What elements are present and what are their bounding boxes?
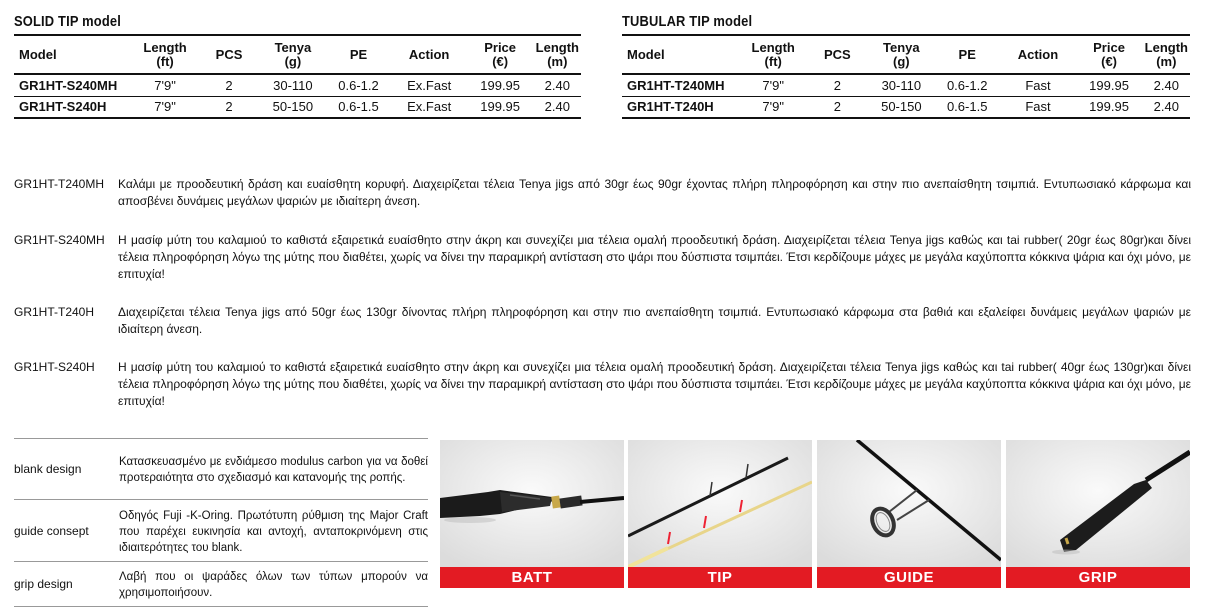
cell-length-m: 2.40: [1153, 99, 1179, 115]
cell-action: Fast: [1025, 99, 1051, 115]
photo-batt: [440, 440, 624, 588]
col-header-model: Model: [19, 46, 57, 62]
cell-action: Fast: [1025, 77, 1051, 93]
cell-pcs: 2: [833, 99, 841, 115]
photo-label: TIP: [628, 567, 812, 588]
description-model-code: GR1HT-T240MH: [14, 177, 105, 191]
description-item: [14, 359, 1191, 410]
cell-price: 199.95: [480, 99, 521, 115]
description-item: [14, 176, 1191, 210]
col-header-length-ft: Length (ft): [751, 39, 795, 69]
photo-label: GRIP: [1006, 567, 1190, 588]
description-model-code: GR1HT-S240MH: [14, 233, 105, 247]
cell-length-ft: 7'9": [762, 99, 784, 115]
description-item: [14, 304, 1191, 338]
col-header-model: Model: [627, 46, 665, 62]
tubular-tip-spec-block: [622, 10, 1190, 119]
table-row: [14, 74, 581, 96]
cell-tenya: 30-110: [273, 77, 313, 93]
cell-pe: 0.6-1.2: [946, 77, 988, 93]
col-header-length-m: Length (m): [535, 39, 579, 69]
table-header-row: [622, 35, 1190, 74]
feature-label: guide consept: [14, 523, 89, 538]
col-header-length-ft: Length (ft): [143, 39, 187, 69]
cell-model: GR1HT-T240MH: [627, 77, 725, 93]
cell-pcs: 2: [225, 77, 233, 93]
table-header-row: [14, 35, 581, 74]
photo-grip: [1006, 440, 1190, 588]
cell-price: 199.95: [1089, 99, 1129, 115]
cell-pcs: 2: [225, 99, 233, 115]
rod-tip-sections-photo-icon: [628, 440, 812, 567]
rod-guide-ring-photo-icon: [817, 440, 1001, 567]
col-header-pcs: PCS: [823, 46, 851, 62]
cell-model: GR1HT-T240H: [627, 99, 714, 115]
col-header-pe: PE: [958, 46, 976, 62]
description-text: Η μασίφ μύτη του καλαμιού το καθιστά εξαιρετικά ευαίσθητο στην άκρη και συνεχίζει μια τέλεια ομαλή προοδευτική δράση. Διαχειρίζεται τέλεια Tenya jigs καθώς και tai rubber( 40gr έως 130gr)και δίνει τέλεια πληροφόρηση λόγω της μύτης που διαθέτει, χωρίς να δίνει την παραμικρή αντίσταση στο ψάρι που δύσπιστα τσιμπάει. Έτσι κερδίζουμε μάχες με μεγάλα καχύποπτα κόκκινα ψάρια και όχι μόνο, με επιτυχία!: [118, 360, 1191, 408]
feature-text: Λαβή που οι ψαράδες όλων των τύπων μπορούν να χρησιμοποιήσουν.: [119, 571, 428, 599]
cell-length-ft: 7'9": [154, 99, 176, 115]
rod-butt-reel-seat-photo-icon: [440, 440, 624, 567]
cell-action: Ex.Fast: [407, 99, 452, 115]
cell-tenya: 50-150: [272, 99, 314, 115]
cell-length-m: 2.40: [544, 99, 570, 115]
col-header-pcs: PCS: [215, 46, 243, 62]
rod-photo-gallery: [440, 440, 1190, 588]
table-row: [14, 96, 581, 118]
photo-label: BATT: [440, 567, 624, 588]
col-header-price: Price (€): [1093, 39, 1125, 69]
feature-text: Οδηγός Fuji -K-Oring. Πρωτότυπη ρύθμιση της Major Craft που παρέχει ευκινησία και αντοχή, ανταποκρινόμενη στις ιδιαιτερότητες του blank.: [119, 509, 428, 554]
photo-label: GUIDE: [817, 567, 1001, 588]
cell-length-ft: 7'9": [762, 77, 784, 93]
description-item: [14, 232, 1191, 283]
description-model-code: GR1HT-S240H: [14, 360, 95, 374]
cell-length-ft: 7'9": [154, 77, 176, 93]
cell-model: GR1HT-S240MH: [19, 77, 118, 93]
col-header-tenya: Tenya (g): [274, 39, 312, 69]
cell-pcs: 2: [833, 77, 841, 93]
feature-row-guide-concept: [14, 500, 428, 562]
solid-tip-title: SOLID TIP model: [14, 13, 121, 30]
cell-length-m: 2.40: [544, 77, 570, 93]
feature-row-blank-design: [14, 438, 428, 500]
col-header-action: Action: [408, 46, 450, 62]
description-text: Διαχειρίζεται τέλεια Tenya jigs από 50gr έως 130gr δίνοντας πλήρη πληροφόρηση και στην πιο ανεπαίσθητη τσιμπιά. Εντυπωσιακό κάρφωμα στα βαθιά και εξαλείφει δυνάμεις μεγάλων ψαριών με ιδιαίτερη άνεση.: [118, 305, 1191, 336]
cell-price: 199.95: [1089, 77, 1129, 93]
cell-pe: 0.6-1.5: [338, 99, 379, 115]
feature-row-grip-design: [14, 562, 428, 607]
col-header-pe: PE: [349, 46, 368, 62]
cell-price: 199.95: [480, 77, 521, 93]
tubular-tip-spec-table: [622, 34, 1190, 119]
description-model-code: GR1HT-T240H: [14, 305, 95, 319]
tubular-tip-title: TUBULAR TIP model: [622, 13, 753, 30]
photo-guide: [817, 440, 1001, 588]
cell-pe: 0.6-1.5: [946, 99, 988, 115]
cell-model: GR1HT-S240H: [19, 99, 107, 115]
description-text: Η μασίφ μύτη του καλαμιού το καθιστά εξαιρετικά ευαίσθητο στην άκρη και συνεχίζει μια τέλεια ομαλή προοδευτική δράση. Διαχειρίζεται τέλεια Tenya jigs καθώς και tai rubber( 20gr έως 80gr)και δίνει τέλεια πληροφόρηση λόγω της μύτης που διαθέτει, χωρίς να δίνει την παραμικρή αντίσταση στο ψάρι που δύσπιστα τσιμπάει. Έτσι κερδίζουμε μάχες με μεγάλα καχύποπτα κόκκινα ψάρια και όχι μόνο, με επιτυχία!: [118, 233, 1191, 281]
cell-tenya: 30-110: [881, 77, 922, 93]
feature-label: blank design: [14, 462, 82, 476]
feature-list: [14, 438, 428, 607]
cell-tenya: 50-150: [881, 99, 922, 115]
col-header-price: Price (€): [484, 39, 517, 69]
col-header-length-m: Length (m): [1144, 39, 1188, 69]
table-row: [622, 96, 1190, 118]
col-header-tenya: Tenya (g): [883, 39, 920, 69]
cell-action: Ex.Fast: [407, 77, 452, 93]
cell-pe: 0.6-1.2: [338, 77, 379, 93]
rod-grip-photo-icon: [1006, 440, 1190, 567]
feature-label: grip design: [14, 577, 73, 591]
solid-tip-spec-block: [14, 10, 581, 119]
feature-text: Κατασκευασμένο με ενδιάμεσο modulus carbon για να δοθεί προτεραιότητα στο σχεδιασμό και κατανομής της ροπής.: [119, 456, 428, 484]
cell-length-m: 2.40: [1153, 77, 1179, 93]
table-row: [622, 74, 1190, 96]
photo-tip: [628, 440, 812, 588]
col-header-action: Action: [1017, 46, 1059, 62]
description-text: Καλάμι με προοδευτική δράση και ευαίσθητη κορυφή. Διαχειρίζεται τέλεια Tenya jigs από 30gr έως 90gr έχοντας πλήρη πληροφόρηση και στην πιο ανεπαίσθητη τσιμπιά. Εντυπωσιακό κάρφωμα και αποσβένει δυνάμεις μεγάλων ψαριών με ιδιαίτερη άνεση.: [118, 177, 1191, 208]
solid-tip-spec-table: [14, 34, 581, 119]
